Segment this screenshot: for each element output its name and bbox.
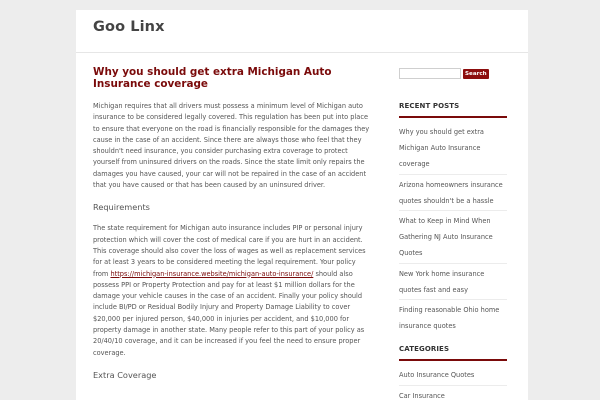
recent-posts-title: RECENT POSTS (399, 102, 460, 110)
post-paragraph-1: Michigan requires that all drivers must possess a minimum level of Michigan auto insurance to be considered legally covered. This regulation has been put into place to ensure that everyone on the road is financially responsible for the damages they cause in the case of an accident. Since there are always those who feel that they shouldn't need insurance, you consider purchasing extra coverage to protect yourself from uninsured drivers on the roads. Since the state limit only repairs the damages you have caused, your car will not be repaired in the case of an accident that you have caused or that has been caused by an uninsured driver. (93, 102, 370, 190)
widget-divider (399, 116, 507, 118)
category-link[interactable]: Auto Insurance Quotes (399, 367, 507, 385)
post-subheading-extra-coverage: Extra Coverage (93, 369, 157, 380)
paragraph-text: The state requirement for Michigan auto insurance includes PIP or personal injury protection which will cover the cost of medical care if you are hurt in an accident. This coverage should also cover the loss of wages as well as replacement services for at least 3 years to be considered meeting the legal requirement. Your policy from (93, 224, 366, 278)
recent-posts-widget (399, 102, 507, 335)
sidebar (399, 68, 507, 400)
categories-widget (399, 345, 507, 400)
recent-post-link[interactable]: New York home insurance quotes fast and easy (399, 266, 507, 300)
site-title[interactable]: Goo Linx (93, 19, 165, 35)
post-title[interactable]: Why you should get extra Michigan Auto Insurance coverage (93, 66, 332, 90)
categories-list (399, 367, 507, 400)
recent-post-link[interactable]: Why you should get extra Michigan Auto Insurance coverage (399, 124, 507, 175)
page-container (76, 10, 528, 400)
recent-post-link[interactable]: Arizona homeowners insurance quotes shouldn't be a hassle (399, 177, 507, 211)
recent-post-link[interactable]: Finding reasonable Ohio home insurance quotes (399, 306, 500, 331)
search-form (399, 68, 507, 79)
widget-divider (399, 359, 507, 361)
post-paragraph-2 (93, 223, 371, 359)
search-input[interactable] (399, 68, 461, 79)
main-content (93, 66, 371, 380)
header-divider (76, 52, 528, 53)
recent-posts-list (399, 124, 507, 335)
post-subheading-requirements: Requirements (93, 202, 150, 213)
category-link[interactable]: Car Insurance (399, 391, 445, 400)
search-button[interactable]: Search (465, 70, 487, 77)
insurance-link[interactable]: https://michigan-insurance.website/michigan-auto-insurance/ (110, 269, 314, 278)
paragraph-text: should also possess PPI or Property Protection and pay for at least $1 million dollars for the damage your vehicle causes in the case of an accident. Finally your policy should include BI/PD or Residual Bodily Injury and Property Damage Liability to cover $20,000 per injured person, $40,000 in injuries per accident, and $10,000 for property damage in another state. Many people refer to this part of your policy as 20/40/10 coverage, and it can be increased if you feel the need to ensure proper coverage. (93, 269, 365, 357)
categories-title: CATEGORIES (399, 345, 450, 354)
recent-post-link[interactable]: What to Keep in Mind When Gathering NJ Auto Insurance Quotes (399, 213, 507, 264)
